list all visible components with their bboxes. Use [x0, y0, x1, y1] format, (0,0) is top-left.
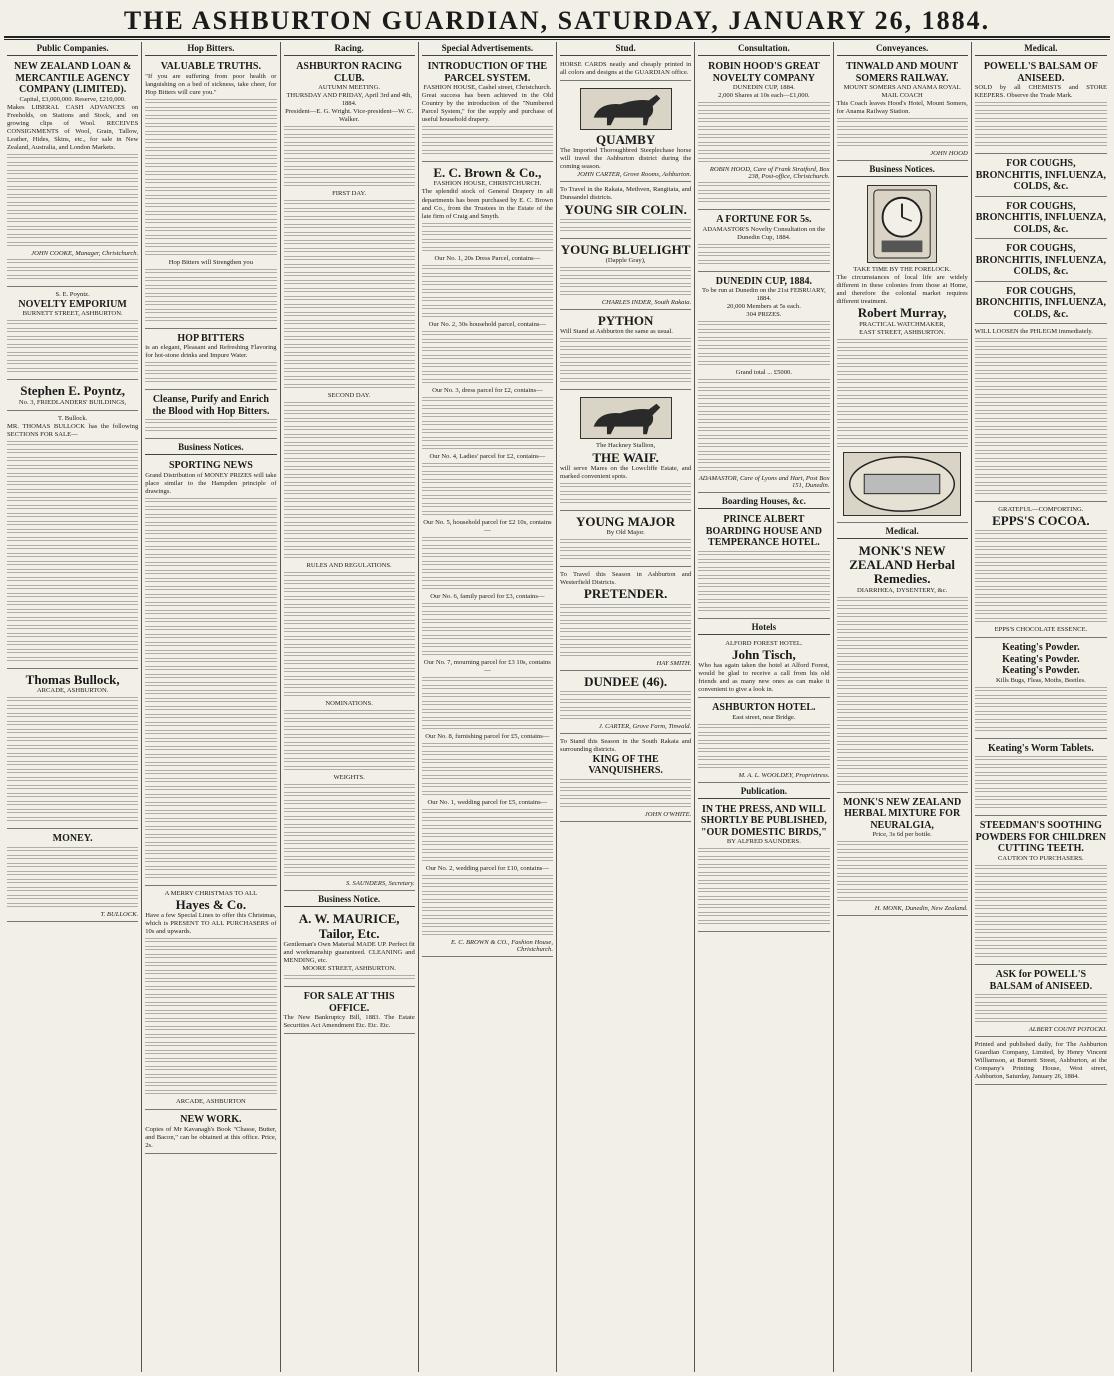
masthead-rule	[4, 36, 1110, 40]
ad-body: To be run at Dunedin on the 21st FEBRUARY, 1884.	[701, 287, 826, 303]
ad-title: ASK for POWELL'S BALSAM of ANISEED.	[989, 969, 1093, 992]
ad-capital: Capital, £3,000,000. Reserve, £210,000.	[19, 95, 126, 103]
ad-body: To Travel in the Rakaia, Methven, Rangitata, and Dunsandel districts.	[560, 186, 692, 202]
column-stud	[557, 42, 695, 1372]
ad-young-major	[560, 513, 691, 567]
ad-python	[560, 312, 691, 390]
column-special-advertisements	[419, 42, 557, 1372]
ad-ashburton-hotel	[698, 700, 829, 783]
ad-signature: T. BULLOCK.	[100, 910, 139, 918]
ad-subtitle: By Old Major.	[606, 529, 645, 537]
parcel-heading: Our No. 3, dress parcel for £2, contains—	[432, 386, 543, 394]
ad-title: HOP BITTERS	[177, 332, 245, 344]
ad-signature: CHARLES INDER, South Rakaia.	[601, 299, 692, 307]
ad-body: HORSE CARDS neatly and cheaply printed in all colors and designs at the GUARDIAN office.	[560, 61, 692, 77]
ad-maurice-tailor	[284, 910, 415, 987]
ad-title: PRINCE ALBERT BOARDING HOUSE AND TEMPERANCE HOTEL.	[705, 514, 822, 549]
column-grid	[4, 42, 1110, 1372]
ad-signature: JOHN O'WHITE.	[644, 810, 692, 818]
ad-body: The Imported Thoroughbred Steeplechase horse will travel the Ashburton district during the coming season.	[560, 147, 692, 171]
ad-title: PYTHON	[597, 313, 654, 329]
ad-subtitle: East street, near Bridge.	[732, 713, 796, 721]
ad-robin-hood	[698, 59, 829, 210]
parcel-heading: Our No. 8, furnishing parcel for £5, contains—	[425, 732, 550, 740]
ad-dates: THURSDAY AND FRIDAY, April 3rd and 4th, 1884.	[286, 92, 412, 108]
ad-title: A FORTUNE FOR 5s.	[716, 214, 812, 226]
column-heading: Special Advertisements.	[422, 42, 553, 56]
ad-title: FOR SALE AT THIS OFFICE.	[303, 991, 395, 1014]
ad-tinwald-railway	[837, 59, 968, 161]
ad-subtitle: FASHION HOUSE, CHRISTCHURCH.	[433, 180, 542, 188]
ad-loosen-phlegm	[975, 326, 1107, 502]
column-heading: Consultation.	[698, 42, 829, 56]
ad-title: ROBIN HOOD'S GREAT NOVELTY COMPANY	[708, 61, 820, 84]
ad-body: Gentleman's Own Material MADE UP. Perfect fit and workmanship guaranteed. CLEANING and MENDING, etc.	[283, 940, 415, 964]
ad-title: VALUABLE TRUTHS.	[160, 61, 261, 72]
ad-title: FOR COUGHS, BRONCHITIS, INFLUENZA, COLDS, &c.	[975, 158, 1107, 193]
ad-signature: M. A. L. WOOLDEY, Proprietress.	[738, 771, 830, 779]
ad-subtitle: MOUNT SOMERS AND ANAMA ROYAL MAIL COACH	[843, 84, 961, 100]
ad-subtitle: DIARRHŒA, DYSENTERY, &c.	[857, 586, 948, 594]
ad-cleanse-purify	[145, 392, 276, 439]
parcel-heading: Our No. 4, Ladies' parcel for £2, contains—	[429, 452, 546, 460]
ad-keatings-worm	[975, 741, 1107, 817]
ad-bullock-name	[7, 671, 138, 829]
ad-body: 2,000 Shares at 10s each—£1,000.	[718, 92, 810, 100]
ad-second-day: SECOND DAY.	[327, 392, 371, 400]
ad-body: This Coach leaves Hood's Hotel, Mount Somers, for Anama Railway Station.	[836, 100, 968, 116]
ad-subtitle: The Hackney Stallion,	[596, 442, 656, 450]
column-public-companies	[4, 42, 142, 1372]
section-heading: Business Notices.	[145, 441, 276, 455]
ad-title: YOUNG BLUELIGHT	[560, 241, 691, 257]
ad-steedmans	[975, 818, 1107, 965]
ad-bullock-sections	[7, 413, 138, 669]
ad-title: NEW WORK.	[180, 1114, 242, 1126]
ad-subtitle: ALFORD FOREST HOTEL.	[725, 639, 803, 647]
ad-address: ARCADE, ASHBURTON	[175, 1098, 246, 1106]
ad-brown-co	[422, 164, 553, 957]
ad-title: A. W. MAURICE, Tailor, Etc.	[298, 911, 400, 941]
ad-price: Price, 3s 6d per bottle.	[872, 831, 932, 839]
ad-first-day: FIRST DAY.	[332, 190, 367, 198]
ad-money	[7, 831, 138, 922]
ad-king-vanquishers	[560, 736, 691, 822]
ad-title: Hayes & Co.	[175, 896, 247, 912]
ad-kills-list: Kills Bugs, Fleas, Moths, Beetles.	[996, 676, 1086, 684]
ad-new-work	[145, 1112, 276, 1154]
ad-subtitle: CAUTION TO PURCHASERS.	[998, 854, 1084, 862]
ad-body: The New Bankruptcy Bill, 1883. The Estate Securities Act Amendment Etc. Etc. Etc.	[283, 1014, 415, 1030]
column-consultation	[695, 42, 833, 1372]
ad-body: Makes LIBERAL CASH ADVANCES on Freeholds, on Stations and Stock, and on growing clips of Wool. RECEIVES CONSIGNMENTS of Wool, Grain, Tallow, Leather, Hides, Skins, etc., for sale in New Zealand, Australia, and London Markets.	[7, 103, 139, 151]
ad-title: Cleanse, Purify and Enrich the Blood with Hop Bitters.	[152, 394, 270, 417]
ad-signature: S. SAUNDERS, Secretary.	[345, 880, 415, 888]
parcel-heading: Our No. 7, mourning parcel for £3 10s, contains—	[423, 658, 551, 674]
ad-title: MONK'S NEW ZEALAND Herbal Remedies.	[849, 542, 956, 587]
ad-signature: JOHN CARTER, Grove Rooms, Ashburton.	[577, 171, 692, 179]
ad-body: The circumstances of local life are widely different in these colonies from those at Home, and therefore the colonial market requires different treatment.	[836, 274, 968, 306]
ad-signature: HAY SMITH.	[656, 659, 692, 667]
ad-body: Grand Distribution of MONEY PRIZES will take place similar to the Hampden principle of drawings.	[145, 471, 277, 495]
parcel-heading: Our No. 2, 30s household parcel, contains—	[428, 320, 547, 328]
ad-author: BY ALFRED SAUNDERS.	[726, 838, 801, 846]
ad-valuable-truths	[145, 59, 276, 329]
ad-address: BURNETT STREET, ASHBURTON.	[22, 310, 123, 318]
ad-domestic-birds	[698, 802, 829, 933]
column-medical	[972, 42, 1110, 1372]
ad-prizes: 304 PRIZES.	[746, 311, 782, 319]
ad-address: MOORE STREET, ASHBURTON.	[302, 965, 396, 972]
ad-coughs-4	[975, 284, 1107, 325]
column-racing	[281, 42, 419, 1372]
ad-title: Keating's Powder.	[1002, 642, 1080, 654]
ad-signature: J. CARTER, Grove Farm, Tinwald.	[598, 722, 692, 730]
ad-racing-club	[284, 59, 415, 891]
ad-title: DUNDEE (46).	[584, 673, 668, 689]
ad-title: QUAMBY	[596, 132, 656, 148]
parcel-heading: Our No. 1, 20s Dress Parcel, contains—	[434, 254, 541, 262]
ad-epps-cocoa	[975, 504, 1107, 638]
ad-subtitle: (Dapple Gray),	[605, 257, 646, 265]
column-heading: Hop Bitters.	[145, 42, 276, 56]
ad-title: NOVELTY EMPORIUM	[18, 298, 127, 310]
ad-tagline: A MERRY CHRISTMAS TO ALL	[164, 889, 258, 897]
ad-body: Will Stand at Ashburton the same as usual.	[560, 328, 673, 336]
imprint-footer	[975, 1039, 1107, 1085]
ad-young-sir-colin	[560, 184, 691, 238]
ad-signature: ADAMASTOR, Care of Lyons and Hart, Post Box 151, Dunedin.	[698, 475, 830, 490]
ad-signature: ROBIN HOOD, Care of Frank Stratford, Box 238, Post-office, Christchurch.	[709, 166, 830, 181]
ad-body: MR. THOMAS BULLOCK has the following SECTIONS FOR SALE—	[7, 422, 139, 438]
ad-signature: ALBERT COUNT POTOCKI.	[1028, 1026, 1107, 1034]
column-heading: Stud.	[560, 42, 691, 56]
ad-for-sale-office	[284, 989, 415, 1034]
ad-body: WILL LOOSEN the PHLEGM immediately.	[974, 328, 1093, 336]
ad-address: EAST STREET, ASHBURTON.	[859, 328, 946, 336]
ad-keatings-powder	[975, 640, 1107, 739]
section-heading: Publication.	[698, 785, 829, 799]
ad-title: MONEY.	[52, 833, 93, 845]
ad-body: is an elegant, Pleasant and Refreshing Flavoring for hot-stone drinks and Impure Water.	[145, 344, 277, 360]
ad-body: Great success has been achieved in the Old Country by the introduction of the "Numbered Parcel System," for the supply and purchase of useful household drapery.	[421, 92, 553, 124]
clock-illustration-icon	[867, 185, 937, 263]
ad-title: TINWALD AND MOUNT SOMERS RAILWAY.	[846, 61, 959, 84]
column-conveyances	[834, 42, 972, 1372]
ad-the-waif	[560, 392, 691, 510]
ad-quamby	[560, 83, 691, 182]
ad-coughs-2	[975, 199, 1107, 240]
ad-body: To Stand this Season in the South Rakaia and surrounding districts.	[560, 737, 692, 753]
ad-signature: JOHN COOKE, Manager, Christchurch.	[31, 249, 139, 257]
section-heading: Medical.	[837, 525, 968, 539]
ad-sporting-news	[145, 458, 276, 886]
ad-address: No. 3, FRIEDLANDERS' BUILDINGS,	[18, 398, 127, 406]
ad-pretender	[560, 569, 691, 670]
ad-body: To Travel this Season in Ashburton and Westerfield Districts.	[560, 571, 692, 587]
trade-mark-illustration-icon	[843, 452, 961, 516]
column-heading: Racing.	[284, 42, 415, 56]
section-heading: Business Notice.	[284, 893, 415, 907]
ad-subtitle: ADAMASTOR'S Novelty Consultation on the Dunedin Cup, 1884.	[702, 225, 826, 241]
ad-hayes-co	[145, 888, 276, 1110]
ad-title: Thomas Bullock,	[25, 671, 120, 687]
ad-monk-herbal	[837, 542, 968, 793]
printer-imprint: Printed and published daily, for The Ashburton Guardian Company, Limited, by Henry Vincent Williamson, at Burnett Street, Ashburton, at the Company's Printing House, West street, Ashburton, Saturday, January 26, 1884.	[974, 1041, 1107, 1081]
ad-title: FOR COUGHS, BRONCHITIS, INFLUENZA, COLDS, &c.	[975, 243, 1107, 278]
horse-illustration-icon	[580, 88, 672, 130]
ad-title: Keating's Powder.	[1002, 665, 1080, 677]
ad-title: E. C. Brown & Co.,	[433, 165, 542, 181]
ad-poyntz-name	[7, 382, 138, 410]
section-heading: Business Notices.	[837, 163, 968, 177]
ad-ask-powells	[975, 967, 1107, 1037]
ad-hop-bitters-flavoring	[145, 331, 276, 391]
ad-dunedin-cup	[698, 274, 829, 494]
ad-address: ARCADE, ASHBURTON.	[36, 687, 109, 694]
ad-title: THE WAIF.	[592, 449, 659, 465]
ad-title: POWELL'S BALSAM OF ANISEED.	[983, 61, 1098, 84]
column-heading: Conveyances.	[837, 42, 968, 56]
ad-title: Stephen E. Poyntz,	[20, 383, 125, 399]
ad-powells-balsam	[975, 59, 1107, 154]
ad-title: KING OF THE VANQUISHERS.	[588, 753, 663, 777]
ad-subtitle: AUTUMN MEETING.	[318, 84, 381, 91]
ad-coughs-3	[975, 241, 1107, 282]
ad-title: DUNEDIN CUP, 1884.	[715, 275, 813, 287]
ad-heading: T. Bullock.	[57, 414, 88, 422]
ad-caption: TAKE TIME BY THE FORELOCK.	[853, 266, 951, 274]
column-heading: Medical.	[975, 42, 1107, 56]
ad-title: FOR COUGHS, BRONCHITIS, INFLUENZA, COLDS, &c.	[975, 200, 1107, 235]
section-heading: Hotels	[698, 621, 829, 635]
ad-nominations: NOMINATIONS.	[325, 700, 373, 708]
ad-title: ASHBURTON RACING CLUB.	[296, 61, 403, 84]
ad-body: Copies of Mr Kavanagh's Book "Chasse, Butter, and Bacon," can be obtained at this office. Price, 2s.	[145, 1125, 277, 1149]
ad-dundee	[560, 673, 691, 734]
ad-title: NEW ZEALAND LOAN & MERCANTILE AGENCY COMPANY (LIMITED).	[13, 61, 132, 95]
ad-alford-forest	[698, 638, 829, 698]
ad-title: SPORTING NEWS	[168, 460, 253, 472]
ad-tagline: Hop Bitters will Strengthen you	[168, 258, 253, 266]
ad-body: Who has again taken the hotel at Alford Forest, would be glad to receive a call from his old friends and as many new ones as can make it convenient to give a look in.	[698, 662, 830, 694]
ad-title: IN THE PRESS, AND WILL SHORTLY BE PUBLISHED, "OUR DOMESTIC BIRDS,"	[700, 803, 827, 838]
ad-weights: WEIGHTS.	[333, 774, 365, 782]
ad-title: STEEDMAN'S SOOTHING POWDERS FOR CHILDREN CUTTING TEETH.	[975, 820, 1107, 855]
ad-tagline: GRATEFUL—COMFORTING.	[998, 506, 1084, 514]
ad-body: Have a few Special Lines to offer this Christmas, which is PRESENT TO ALL PURCHASERS of 10s and upwards.	[145, 912, 277, 936]
ad-parcel-system	[422, 59, 553, 162]
ad-young-bluelight	[560, 241, 691, 310]
horse-illustration-icon	[580, 397, 672, 439]
parcel-heading: Our No. 5, household parcel for £2 10s, contains—	[423, 518, 552, 534]
column-hop-bitters	[142, 42, 280, 1372]
ad-title: FOR COUGHS, BRONCHITIS, INFLUENZA, COLDS, &c.	[975, 285, 1107, 320]
ad-body: will serve Mares on the Lowcliffe Estate, and marked convenient spots.	[560, 464, 692, 480]
ad-body: The splendid stock of General Drapery in all departments has been purchased by E. C. Brown and Co., from the Trustees in the Estate of the late firm of Craig and Smyth.	[421, 188, 553, 220]
ad-nz-loan	[7, 59, 138, 287]
ad-footer: EPPS'S CHOCOLATE ESSENCE.	[994, 626, 1088, 634]
ad-title: INTRODUCTION OF THE PARCEL SYSTEM.	[427, 61, 548, 84]
ad-signature: JOHN HOOD	[930, 150, 968, 158]
ad-title: YOUNG MAJOR	[575, 513, 676, 529]
parcel-heading: Our No. 6, family parcel for £3, contains—	[430, 592, 545, 600]
ad-title: Robert Murray,	[857, 305, 947, 321]
ad-adamastor-fortune	[698, 212, 829, 272]
ad-murray-clock	[837, 180, 968, 523]
ad-title: PRETENDER.	[583, 586, 668, 602]
ad-heading: S. E. Poyntz.	[55, 290, 90, 298]
ad-signature: E. C. BROWN & CO., Fashion House, Christchurch.	[450, 938, 553, 953]
ad-title: John Tisch,	[731, 646, 796, 662]
masthead-title: THE ASHBURTON GUARDIAN, SATURDAY, JANUARY 26, 1884.	[123, 6, 991, 35]
ad-prince-albert	[698, 512, 829, 619]
ad-officers: President—E. G. Wright. Vice-president—W. C. Walker.	[285, 108, 414, 124]
ad-poyntz-emporium	[7, 289, 138, 381]
parcel-heading: Our No. 1, wedding parcel for £5, contains—	[427, 798, 548, 806]
ad-rules: RULES AND REGULATIONS.	[306, 562, 392, 570]
section-heading: Boarding Houses, &c.	[698, 495, 829, 509]
ad-members: 20,000 Members at 5s each.	[726, 303, 801, 311]
ad-title: Keating's Powder.	[1002, 653, 1080, 665]
ad-body: "If you are suffering from poor health or languishing on a bed of sickness, take cheer, for Hop Bitters will cure you."	[145, 72, 277, 96]
ad-title: Keating's Worm Tablets.	[988, 742, 1094, 754]
column-heading: Public Companies.	[7, 42, 138, 56]
ad-signature: H. MONK, Dunedin, New Zealand.	[874, 905, 968, 913]
ad-title: YOUNG SIR COLIN.	[564, 201, 687, 217]
ad-total: Grand total ... £5000.	[735, 369, 792, 377]
ad-title: EPPS'S COCOA.	[992, 513, 1090, 529]
ad-title: ASHBURTON HOTEL.	[712, 702, 816, 714]
ad-subtitle: DUNEDIN CUP, 1884.	[732, 84, 795, 91]
ad-title: MONK'S NEW ZEALAND HERBAL MIXTURE FOR NEURALGIA,	[843, 796, 962, 831]
ad-monk-neuralgia	[837, 795, 968, 917]
ad-body: SOLD by all CHEMISTS and STORE KEEPERS. Observe the Trade Mark.	[974, 84, 1107, 100]
ad-coughs-1	[975, 156, 1107, 197]
parcel-heading: Our No. 2, wedding parcel for £10, contains—	[425, 864, 549, 872]
ad-horse-cards	[560, 59, 691, 81]
ad-subtitle: PRACTICAL WATCHMAKER,	[859, 320, 946, 328]
ad-subtitle: FASHION HOUSE, Cashel street, Christchurch.	[423, 84, 552, 91]
